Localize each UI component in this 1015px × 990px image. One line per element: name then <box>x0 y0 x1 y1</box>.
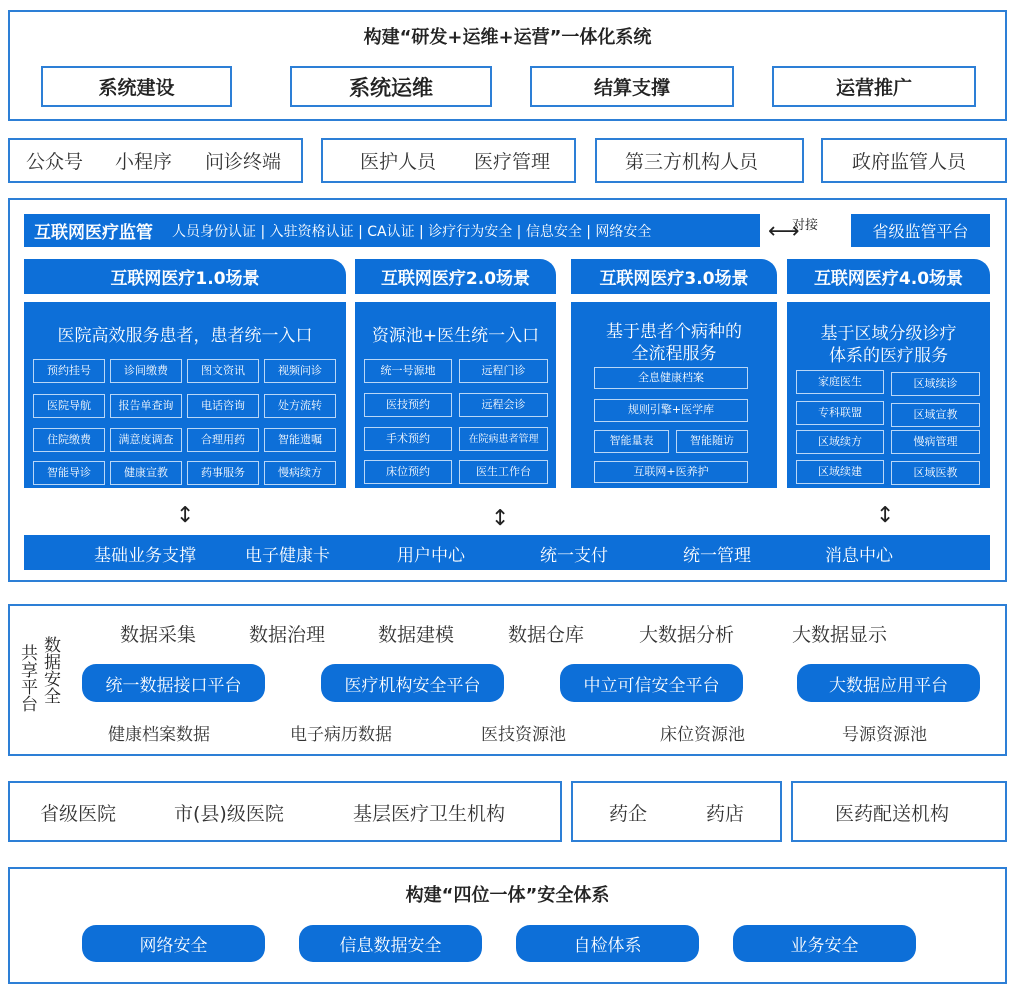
scene2-cell: 床位预约 <box>364 460 452 484</box>
data-warehouse: 数据仓库 <box>508 624 585 646</box>
scene2-cell: 在院病患者管理 <box>459 427 548 451</box>
scene3-cell: 互联网+医养护 <box>594 461 748 483</box>
scene1-heading: 医院高效服务患者，患者统一入口 <box>57 325 313 346</box>
scene3-cell: 智能量表 <box>594 430 669 453</box>
user-mini-program: 小程序 <box>115 151 173 173</box>
user-consult-terminal: 问诊终端 <box>205 151 282 173</box>
data-governance: 数据治理 <box>249 624 326 646</box>
promotion-box: 运营推广 <box>772 66 976 107</box>
pharmacy: 药店 <box>706 803 745 825</box>
pharma-company: 药企 <box>609 803 648 825</box>
side-label-data-security: 数据安全 <box>40 636 60 704</box>
scene1-title: 互联网医疗1.0场景 <box>24 259 346 294</box>
user-medical-management: 医疗管理 <box>474 151 551 173</box>
neutral-trusted-security-platform: 中立可信安全平台 <box>560 664 743 702</box>
scene1-cell: 智能遗嘱 <box>264 428 336 452</box>
scene2-cell: 远程门诊 <box>459 359 548 383</box>
scene2-cell: 统一号源地 <box>364 359 452 383</box>
side-label-shared-platform: 共享平台 <box>17 644 37 712</box>
connect-arrow-icon: ⟷ <box>768 219 800 244</box>
business-security-pill: 业务安全 <box>733 925 916 962</box>
support-user-center: 用户中心 <box>397 546 465 566</box>
scene2-heading: 资源池+医生统一入口 <box>371 325 540 346</box>
data-modeling: 数据建模 <box>378 624 455 646</box>
scene4-cell: 区域医教 <box>891 461 980 485</box>
scene4-cell: 区域宣教 <box>891 403 980 427</box>
scene1-cell: 满意度调查 <box>110 428 182 452</box>
rd-ops-title: 构建“研发+运维+运营”一体化系统 <box>363 27 652 48</box>
network-security-pill: 网络安全 <box>82 925 265 962</box>
user-third-party: 第三方机构人员 <box>625 151 759 173</box>
regulation-title: 互联网医疗监管 <box>34 223 153 243</box>
scene4-cell: 慢病管理 <box>891 430 980 454</box>
big-data-display: 大数据显示 <box>792 624 888 646</box>
up-down-arrow-icon: ↕ <box>491 506 510 531</box>
health-record-data: 健康档案数据 <box>108 725 210 745</box>
scene3-title: 互联网医疗3.0场景 <box>571 259 777 294</box>
scene3-heading-line1: 基于患者个病种的 <box>606 321 742 342</box>
up-down-arrow-icon: ↕ <box>176 503 195 528</box>
security-title: 构建“四位一体”安全体系 <box>405 885 610 906</box>
bed-resource-pool: 床位资源池 <box>660 725 745 745</box>
scene1-cell: 智能导诊 <box>33 461 105 485</box>
scene1-cell: 报告单查询 <box>110 394 182 418</box>
scene1-cell: 住院缴费 <box>33 428 105 452</box>
user-official-account: 公众号 <box>26 151 84 173</box>
primary-care-institution: 基层医疗卫生机构 <box>353 803 506 825</box>
user-government: 政府监管人员 <box>852 151 967 173</box>
scene1-cell: 慢病续方 <box>264 461 336 485</box>
scene4-cell: 区域续建 <box>796 460 884 484</box>
data-collection: 数据采集 <box>120 624 197 646</box>
support-health-card: 电子健康卡 <box>245 546 330 566</box>
pharma-group <box>571 781 782 842</box>
system-build-box: 系统建设 <box>41 66 232 107</box>
scene4-cell: 区域续方 <box>796 430 884 454</box>
scene1-cell: 处方流转 <box>264 394 336 418</box>
scene1-cell: 医院导航 <box>33 394 105 418</box>
medical-tech-resource-pool: 医技资源池 <box>481 725 566 745</box>
scene1-cell: 健康宣教 <box>110 461 182 485</box>
scene2-cell: 医生工作台 <box>459 460 548 484</box>
big-data-application-platform: 大数据应用平台 <box>797 664 980 702</box>
settlement-box: 结算支撑 <box>530 66 734 107</box>
scene4-heading-line2: 体系的医疗服务 <box>829 345 948 366</box>
support-basic-business: 基础业务支撑 <box>94 546 196 566</box>
system-ops-box: 系统运维 <box>290 66 492 107</box>
scene4-cell: 家庭医生 <box>796 370 884 394</box>
big-data-analysis: 大数据分析 <box>639 624 735 646</box>
connect-label: 对接 <box>792 218 819 233</box>
scene2-cell: 医技预约 <box>364 393 452 417</box>
support-message-center: 消息中心 <box>825 546 893 566</box>
up-down-arrow-icon: ↕ <box>876 503 895 528</box>
appointment-resource-pool: 号源资源池 <box>842 725 927 745</box>
scene1-cell: 药事服务 <box>187 461 259 485</box>
provincial-hospital: 省级医院 <box>40 803 117 825</box>
scene3-cell: 规则引擎+医学库 <box>594 399 748 422</box>
scene3-heading-line2: 全流程服务 <box>631 343 717 364</box>
scene3-cell: 全息健康档案 <box>594 367 748 389</box>
city-county-hospital: 市(县)级医院 <box>174 803 284 825</box>
scene1-cell: 图文资讯 <box>187 359 259 383</box>
info-data-security-pill: 信息数据安全 <box>299 925 482 962</box>
unified-data-interface-platform: 统一数据接口平台 <box>82 664 265 702</box>
scene1-cell: 合理用药 <box>187 428 259 452</box>
user-medical-staff: 医护人员 <box>360 151 437 173</box>
self-check-system-pill: 自检体系 <box>516 925 699 962</box>
scene4-cell: 区域续诊 <box>891 372 980 396</box>
provincial-platform: 省级监管平台 <box>851 214 990 247</box>
scene1-cell: 诊间缴费 <box>110 359 182 383</box>
regulation-items: 人员身份认证 | 入驻资格认证 | CA认证 | 诊疗行为安全 | 信息安全 | 网络安全 <box>172 224 652 240</box>
emr-data: 电子病历数据 <box>290 725 392 745</box>
scene2-cell: 远程会诊 <box>459 393 548 417</box>
scene4-title: 互联网医疗4.0场景 <box>787 259 990 294</box>
scene1-cell: 预约挂号 <box>33 359 105 383</box>
scene1-cell: 视频问诊 <box>264 359 336 383</box>
medical-institution-security-platform: 医疗机构安全平台 <box>321 664 504 702</box>
support-unified-payment: 统一支付 <box>540 546 608 566</box>
scene1-cell: 电话咨询 <box>187 394 259 418</box>
scene2-cell: 手术预约 <box>364 427 452 451</box>
scene3-cell: 智能随访 <box>676 430 748 453</box>
support-unified-management: 统一管理 <box>683 546 751 566</box>
scene4-cell: 专科联盟 <box>796 401 884 425</box>
scene2-title: 互联网医疗2.0场景 <box>355 259 556 294</box>
scene4-heading-line1: 基于区域分级诊疗 <box>820 323 957 344</box>
drug-delivery-institution: 医药配送机构 <box>835 803 950 825</box>
